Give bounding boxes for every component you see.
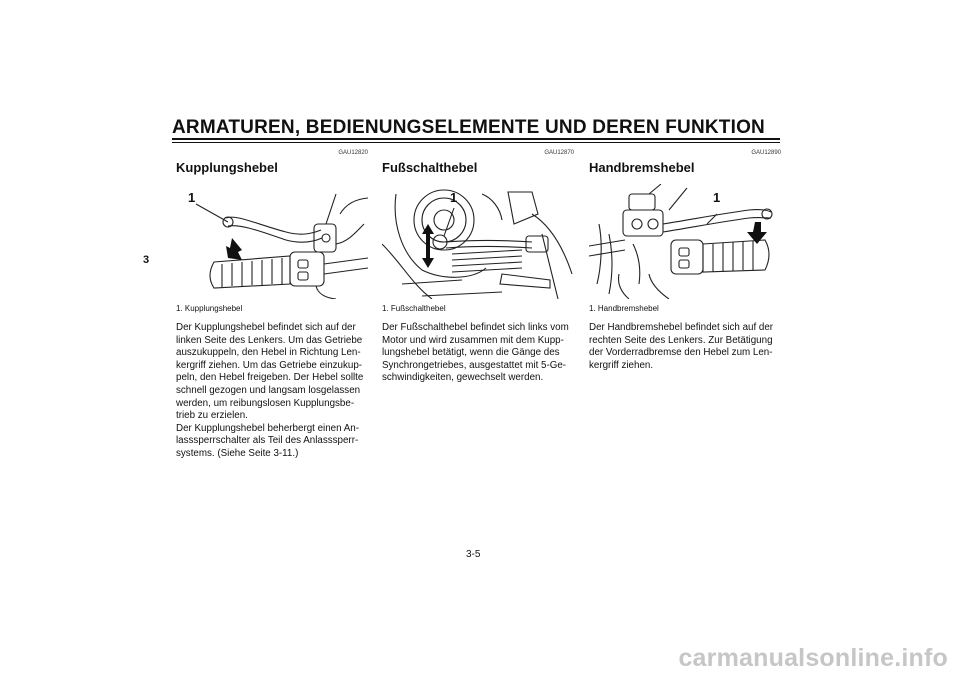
page-title: ARMATUREN, BEDIENUNGSELEMENTE UND DEREN FUNKTION bbox=[172, 117, 765, 138]
section-body bbox=[589, 322, 781, 372]
section-title: Kupplungshebel bbox=[176, 160, 278, 175]
title-rule bbox=[172, 138, 780, 140]
figure-callout-number: 1 bbox=[188, 190, 196, 205]
shift-pedal-illustration bbox=[382, 184, 574, 299]
figure-callout-number: 1 bbox=[713, 190, 721, 205]
title-rule-thin bbox=[172, 142, 780, 143]
section-code: GAU12890 bbox=[751, 150, 781, 156]
page-number: 3-5 bbox=[466, 549, 481, 560]
chapter-tab: 3 bbox=[143, 254, 150, 266]
section-title: Fußschalthebel bbox=[382, 160, 478, 175]
body-paragraph: Der Fußschalthebel befindet sich links vom Motor und wird zusammen mit dem Kupp-lungshebel betätigt, wenn die Gänge des Synchrongetriebes, ausgestattet mit 5-Ge-schwindigkeiten, gewechselt werden. bbox=[382, 322, 569, 384]
figure-caption: 1. Fußschalthebel bbox=[382, 304, 446, 313]
section-clutch-lever bbox=[176, 150, 368, 461]
figure-callout-number: 1 bbox=[450, 190, 458, 205]
section-body bbox=[176, 322, 368, 461]
shift-pedal-drawing bbox=[382, 184, 574, 299]
section-title: Handbremshebel bbox=[589, 160, 695, 175]
clutch-lever-drawing bbox=[176, 184, 368, 299]
brake-lever-illustration bbox=[589, 184, 781, 299]
watermark: carmanualsonline.info bbox=[678, 644, 948, 672]
body-paragraph: Der Kupplungshebel befindet sich auf der linken Seite des Lenkers. Um das Getriebe auszukuppeln, den Hebel in Richtung Len-kergriff ziehen. Um das Getriebe einzukup-peln, den Hebel freigeben. Der Hebel sollte schnell gezogen und langsam losgelassen werden, um reibungslosen Kupplungsbe-trieb zu erzielen. bbox=[176, 322, 364, 422]
body-paragraph: Der Kupplungshebel beherbergt einen An-lasssperrschalter als Teil des Anlasssperr-systems. (Siehe Seite 3-11.) bbox=[176, 422, 360, 459]
section-shift-pedal bbox=[382, 150, 574, 385]
figure-caption: 1. Kupplungshebel bbox=[176, 304, 243, 313]
section-code: GAU12870 bbox=[544, 150, 574, 156]
section-body bbox=[382, 322, 574, 385]
section-brake-lever bbox=[589, 150, 781, 372]
brake-lever-drawing bbox=[589, 184, 781, 299]
clutch-lever-illustration bbox=[176, 184, 368, 299]
section-code: GAU12820 bbox=[338, 150, 368, 156]
figure-caption: 1. Handbremshebel bbox=[589, 304, 659, 313]
body-paragraph: Der Handbremshebel befindet sich auf der rechten Seite des Lenkers. Zur Betätigung der Vorderradbremse den Hebel zum Len-kergriff ziehen. bbox=[589, 322, 774, 371]
